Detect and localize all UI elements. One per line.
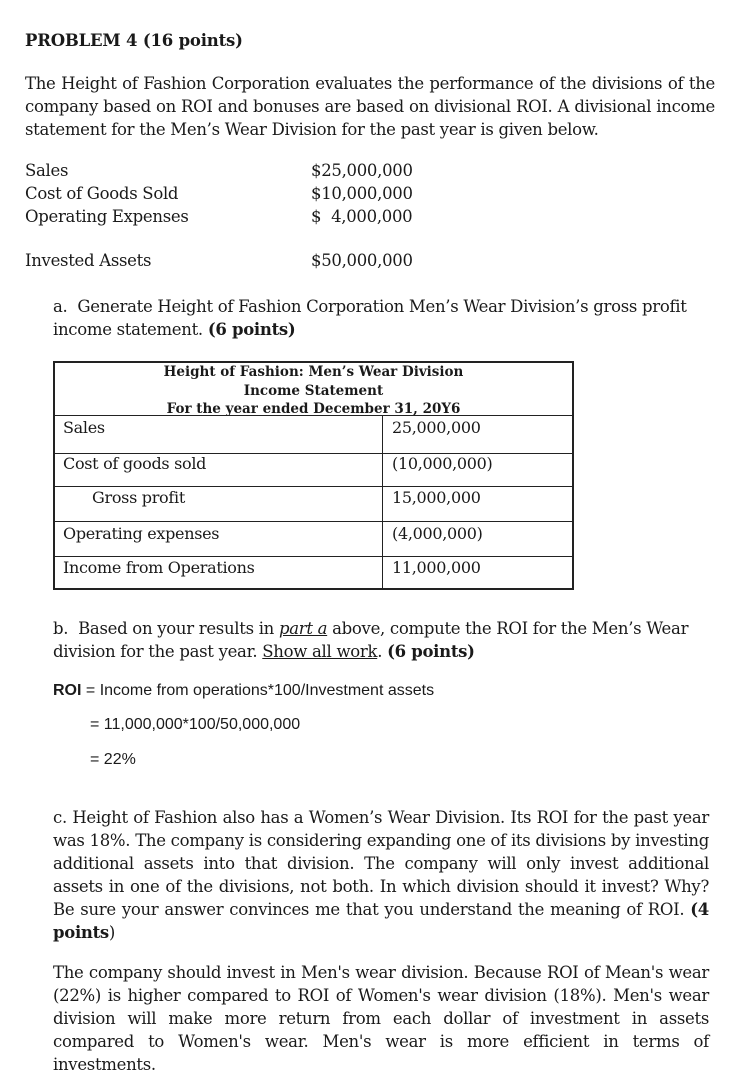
row-divider — [55, 415, 572, 416]
given-cogs-label: Cost of Goods Sold — [25, 184, 179, 203]
statement-row-value: 25,000,000 — [392, 418, 481, 437]
statement-header — [55, 363, 572, 415]
given-cogs-value: $10,000,000 — [311, 184, 413, 203]
row-divider — [55, 556, 572, 557]
statement-row-label: Operating expenses — [63, 524, 220, 543]
given-assets-value: $50,000,000 — [311, 251, 413, 270]
roi-calculation-step: = 11,000,000*100/50,000,000 — [90, 716, 301, 733]
part-c-text: c. Height of Fashion also has a Women’s Wear Division. Its ROI for the past year was 18%. The company is considering expanding one of its divisions by investing additional assets into that division. The company will only invest additional assets in one of the divisions, not both. In which division should it invest? Why? Be sure your answer convinces me that you understand the meaning of ROI. — [53, 808, 709, 919]
part-b-points: (6 points) — [387, 642, 475, 661]
row-divider — [55, 521, 572, 522]
column-divider — [382, 415, 383, 590]
show-work-instruction: Show all work — [262, 642, 378, 661]
statement-row-value: (10,000,000) — [392, 454, 493, 473]
roi-label: ROI — [53, 682, 82, 699]
part-c-question — [53, 806, 709, 944]
part-b-text-end: . — [377, 642, 383, 661]
statement-row-label: Income from Operations — [63, 558, 255, 577]
roi-result: = 22% — [90, 751, 136, 768]
statement-row-label: Gross profit — [92, 488, 185, 507]
row-divider — [55, 486, 572, 487]
part-b-text-pre: Based on your results in — [78, 619, 275, 638]
given-sales-label: Sales — [25, 161, 69, 180]
statement-header-title: Income Statement — [243, 382, 384, 399]
part-a-marker: a. — [53, 297, 68, 316]
given-assets-label: Invested Assets — [25, 251, 152, 270]
part-c-points-close: ) — [108, 923, 116, 942]
statement-row-label: Sales — [63, 418, 105, 437]
roi-formula-line — [53, 682, 434, 700]
given-opex-value: $ 4,000,000 — [311, 207, 413, 226]
part-b-question — [53, 617, 713, 663]
problem-intro: The Height of Fashion Corporation evaluates the performance of the divisions of the company based on ROI and bonuses are based on divisional ROI. A divisional income statement for the Men’s Wear Division for the past year is given below. — [25, 74, 715, 139]
part-b-marker: b. — [53, 619, 69, 638]
income-statement-table — [53, 361, 574, 590]
statement-row-value: 15,000,000 — [392, 488, 481, 507]
part-a-points: (6 points) — [207, 320, 296, 339]
part-b-text-mid: above, compute the ROI for the Men’s Wear division for the past year. — [53, 619, 689, 661]
part-a-text: Generate Height of Fashion Corporation Men’s Wear Division’s gross profit income statement. — [53, 297, 687, 339]
statement-header-period: For the year ended December 31, 20Y6 — [166, 401, 461, 417]
given-opex-label: Operating Expenses — [25, 207, 189, 226]
part-c-points: (4 points — [53, 900, 709, 942]
statement-row-value: 11,000,000 — [392, 558, 481, 577]
statement-header-company: Height of Fashion: Men’s Wear Division — [163, 364, 464, 380]
roi-formula: = Income from operations*100/Investment assets — [81, 682, 435, 699]
problem-title: PROBLEM 4 (16 points) — [25, 31, 243, 50]
part-a-question — [53, 295, 713, 341]
given-sales-value: $25,000,000 — [311, 161, 413, 180]
part-a-reference: part a — [278, 619, 328, 638]
statement-row-label: Cost of goods sold — [63, 454, 207, 473]
part-c-answer: The company should invest in Men's wear division. Because ROI of Mean's wear (22%) is higher compared to ROI of Women's wear division (18%). Men's wear division will make more return from each dollar of investment in assets compared to Women's wear. Men's wear is more efficient in terms of investments. — [53, 963, 709, 1074]
statement-row-value: (4,000,000) — [392, 524, 483, 543]
